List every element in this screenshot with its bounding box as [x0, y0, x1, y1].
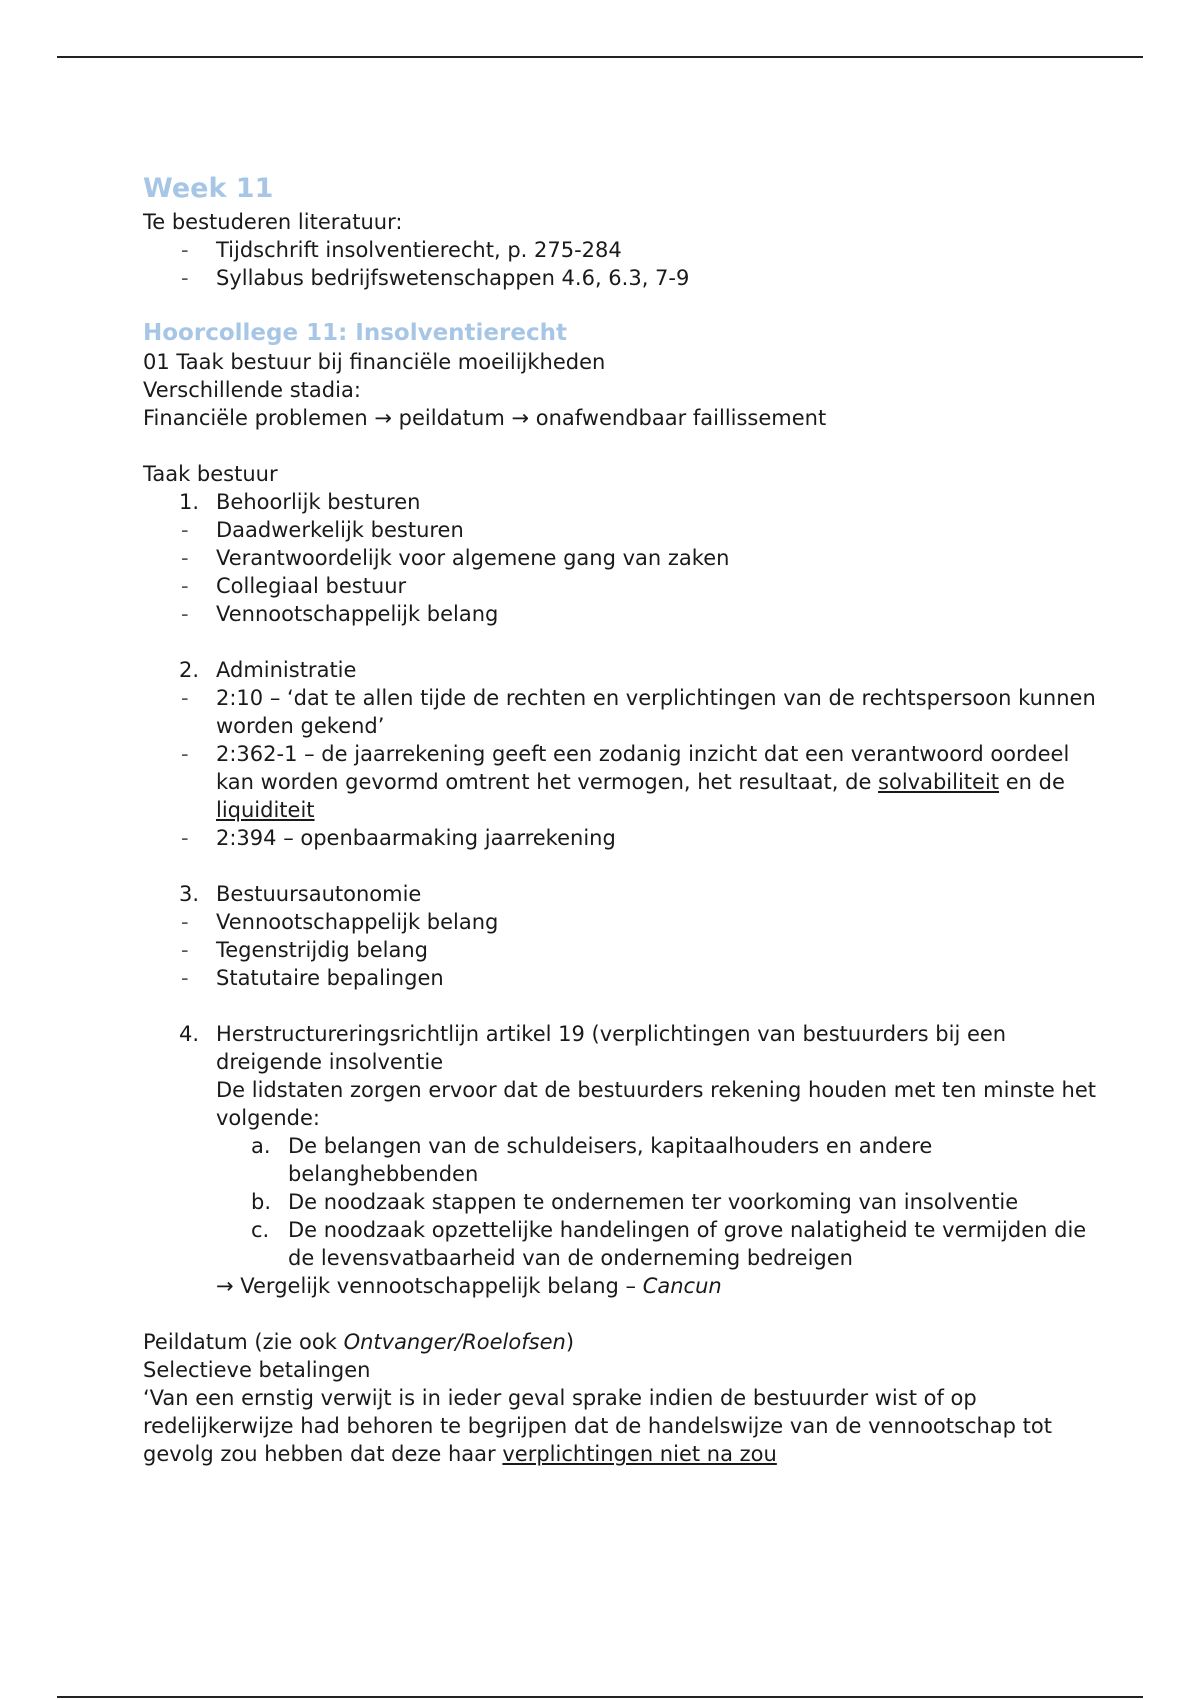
quote-paragraph: ‘Van een ernstig verwijt is in ieder geval sprake indien de bestuurder wist of op redelijkerwijze had behoren te begrijpen dat de handelswijze van de vennootschap tot gevolg zou hebben dat deze haar verplichtingen niet na zou: [143, 1386, 1052, 1466]
case-name: Ontvanger/Roelofsen: [343, 1330, 566, 1354]
numbered-item-4: 4. Herstructureringsrichtlijn artikel 19 (verplichtingen van bestuurders bij een dreigende insolventie: [179, 1022, 1007, 1074]
directive-sublist: [143, 1132, 1103, 1272]
list-item: - Collegiaal bestuur: [181, 574, 407, 598]
footer-rule: [57, 1696, 1143, 1698]
list-item: - Vennootschappelijk belang: [181, 602, 499, 626]
lecture-title: Hoorcollege 11: Insolventierecht: [143, 320, 567, 346]
list-item: - 2:362-1 – de jaarrekening geeft een zodanig inzicht dat een verantwoord oordeel kan worden gevormd omtrent het vermogen, het resultaat, de solvabiliteit en de liquiditeit: [181, 742, 1070, 822]
numbered-item-2: 2. Administratie: [179, 658, 357, 682]
compare-line: → Vergelijk vennootschappelijk belang – Cancun: [216, 1274, 722, 1298]
underlined-term: liquiditeit: [216, 798, 315, 822]
case-name: Cancun: [642, 1274, 722, 1298]
directive-body: De lidstaten zorgen ervoor dat de bestuurders rekening houden met ten minste het volgende:: [216, 1078, 1096, 1130]
section-heading: 01 Taak bestuur bij financiële moeilijkheden: [143, 350, 606, 374]
list-item: - 2:394 – openbaarmaking jaarrekening: [181, 826, 616, 850]
peildatum-line: Peildatum (zie ook Ontvanger/Roelofsen): [143, 1330, 575, 1354]
underlined-term: solvabiliteit: [878, 770, 1000, 794]
document-body: [143, 172, 1103, 1468]
week-title: Week 11: [143, 173, 274, 204]
list-item: - Syllabus bedrijfswetenschappen 4.6, 6.3, 7-9: [181, 266, 690, 290]
selective-payments: Selectieve betalingen: [143, 1358, 371, 1382]
header-rule: [57, 56, 1143, 58]
list-item: - Tegenstrijdig belang: [181, 938, 428, 962]
literature-intro: Te bestuderen literatuur:: [143, 210, 403, 234]
list-item: - Daadwerkelijk besturen: [181, 518, 464, 542]
taak-bestuur-label: Taak bestuur: [143, 462, 278, 486]
list-item: - Vennootschappelijk belang: [181, 910, 499, 934]
list-item: c. De noodzaak opzettelijke handelingen of grove nalatigheid te vermijden die de levensvatbaarheid van de onderneming bedreigen: [251, 1218, 1087, 1270]
list-item: - 2:10 – ‘dat te allen tijde de rechten en verplichtingen van de rechtspersoon kunnen worden gekend’: [181, 686, 1096, 738]
numbered-item-3: 3. Bestuursautonomie: [179, 882, 422, 906]
list-item: - Statutaire bepalingen: [181, 966, 444, 990]
list-item: a. De belangen van de schuldeisers, kapitaalhouders en andere belanghebbenden: [251, 1134, 933, 1186]
list-item: - Tijdschrift insolventierecht, p. 275-284: [181, 238, 622, 262]
numbered-item-1: 1. Behoorlijk besturen: [179, 490, 421, 514]
list-item: b. De noodzaak stappen te ondernemen ter voorkoming van insolventie: [251, 1190, 1019, 1214]
stages-flow: Financiële problemen → peildatum → onafwendbaar faillissement: [143, 406, 827, 430]
underlined-term: verplichtingen niet na zou: [502, 1442, 777, 1466]
list-item: - Verantwoordelijk voor algemene gang van zaken: [181, 546, 730, 570]
stages-label: Verschillende stadia:: [143, 378, 361, 402]
literature-list: [143, 236, 1103, 292]
